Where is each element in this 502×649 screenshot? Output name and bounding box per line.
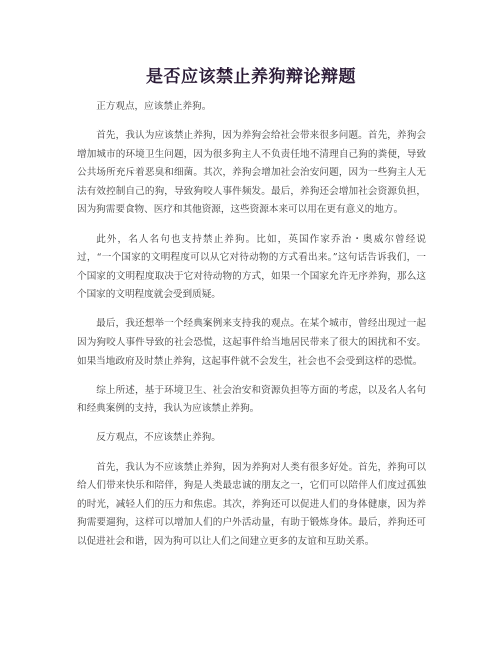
paragraph-pro-stance: 正方观点，应该禁止养狗。 [96,101,212,112]
document-title: 是否应该禁止养狗辩论辩题 [146,67,356,87]
paragraph-con-stance: 反方观点，不应该禁止养狗。 [96,432,221,444]
paragraph-pro-argument-case: 最后，我还想举一个经典案例来支持我的观点。在某个城市，曾经出现过一起因为狗咬人事件导致的社会恐慌，这起事件给当地居民带来了很大的困扰和不安。如果当地政府及时禁止养狗，这起事件就不会发生，社会也不会受到这样的恐慌。 [77,318,426,367]
document-body [77,98,426,562]
paragraph-pro-conclusion: 综上所述，基于环境卫生、社会治安和资源负担等方面的考虑，以及名人名句和经典案例的支持，我认为应该禁止养狗。 [77,384,426,415]
paragraph-pro-argument-1: 首先，我认为应该禁止养狗，因为养狗会给社会带来很多问题。首先，养狗会增加城市的环境卫生问题，因为很多狗主人不负责任地不清理自己狗的粪便，导致公共场所充斥着恶臭和细菌。其次，养狗会增加社会治安问题，因为一些狗主人无法有效控制自己的狗，导致狗咬人事件频发。最后，养狗还会增加社会资源负担，因为狗需要食物、医疗和其他资源，这些资源本来可以用在更有意义的地方。 [77,130,426,216]
paragraph-con-argument-1: 首先，我认为不应该禁止养狗，因为养狗对人类有很多好处。首先，养狗可以给人们带来快乐和陪伴，狗是人类最忠诚的朋友之一，它们可以陪伴人们度过孤独的时光，减轻人们的压力和焦虑。其次，养狗还可以促进人们的身体健康，因为养狗需要遛狗，这样可以增加人们的户外活动量，有助于锻炼身体。最后，养狗还可以促进社会和谐，因为狗可以让人们之间建立更多的友谊和互助关系。 [77,461,426,547]
paragraph-pro-argument-quote: 此外，名人名句也支持禁止养狗。比如，英国作家乔治・奥威尔曾经说过，“一个国家的文明程度可以从它对待动物的方式看出来。”这句话告诉我们，一个国家的文明程度取决于它对待动物的方式，如果一个国家允许无序养狗，那么这个国家的文明程度就会受到质疑。 [77,233,426,301]
